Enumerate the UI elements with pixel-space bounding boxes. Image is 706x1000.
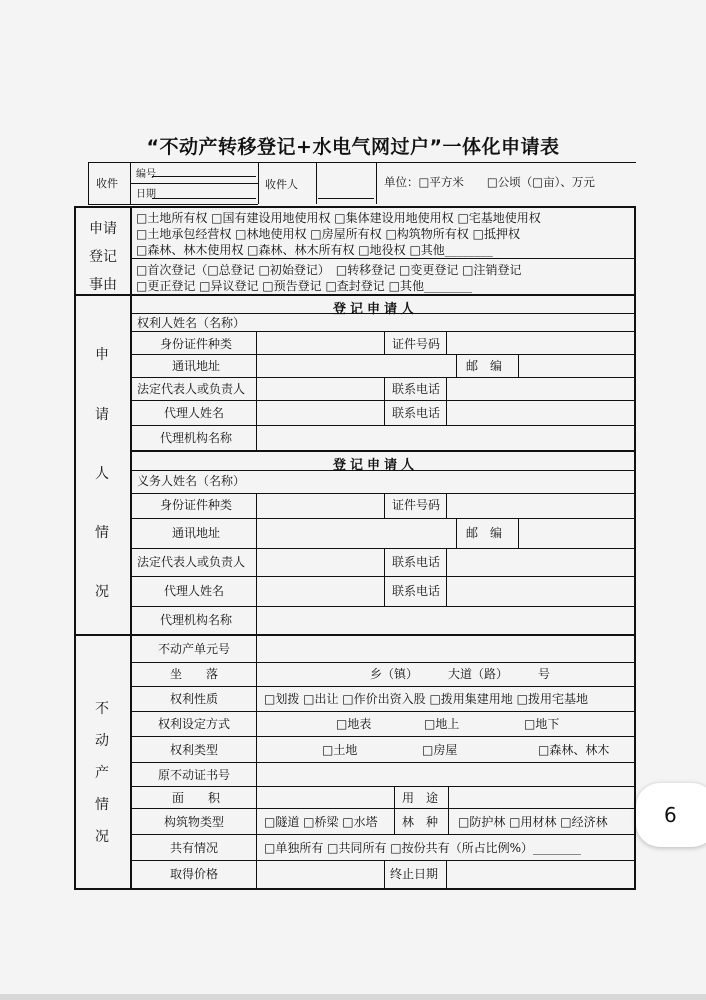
holder-postcode-label: 邮 编 — [466, 359, 503, 373]
holder-phone-label-1: 联系电话 — [392, 382, 441, 396]
type-option-house[interactable]: □房屋 — [422, 743, 458, 757]
shared-options[interactable]: □单独所有 □共同所有 □按份共有（所占比例%）________ — [264, 841, 582, 855]
form-title: “不动产转移登记+水电气网过户”一体化申请表 — [146, 136, 560, 158]
holder-legal-rep-label: 法定代表人或负责人 — [137, 382, 246, 396]
holder-name-label: 权利人姓名（名称） — [137, 316, 246, 330]
page-number: 6 — [664, 803, 677, 827]
registration-type-row1[interactable]: □首次登记（□总登记 □初始登记） □转移登记 □变更登记 □注销登记 — [136, 263, 522, 277]
applicant-label-5: 况 — [95, 584, 109, 600]
end-date-label: 终止日期 — [390, 867, 439, 881]
setup-mode-label: 权利设定方式 — [158, 717, 231, 731]
unit-number-label: 不动产单元号 — [158, 642, 231, 656]
right-nature-label: 权利性质 — [170, 692, 219, 706]
obligor-name-label: 义务人姓名（名称） — [137, 474, 246, 488]
right-nature-options[interactable]: □划拨 □出让 □作价出资入股 □拨用集建用地 □拨用宅基地 — [264, 692, 588, 706]
usage-label: 用 途 — [402, 791, 439, 805]
location-label: 坐 落 — [170, 667, 219, 681]
obligor-id-type-label: 身份证件种类 — [160, 498, 233, 512]
right-type-label: 权利类型 — [170, 743, 219, 757]
area-label: 面 积 — [172, 791, 221, 805]
number-label: 编号 — [136, 169, 156, 180]
property-label-4: 情 — [95, 797, 109, 813]
holder-agency-label: 代理机构名称 — [160, 431, 233, 445]
section-title-holder: 登记申请人 — [333, 302, 419, 317]
property-label-3: 产 — [95, 765, 109, 781]
applicant-label-1: 申 — [95, 347, 109, 363]
bottom-bar — [0, 994, 706, 1000]
type-option-forest[interactable]: □森林、林木 — [538, 743, 610, 757]
obligor-phone-label-2: 联系电话 — [392, 584, 441, 598]
obligor-postcode-label: 邮 编 — [466, 526, 503, 540]
type-option-land[interactable]: □土地 — [322, 743, 358, 757]
registration-label-1: 申请 — [89, 221, 117, 237]
holder-agent-label: 代理人姓名 — [164, 406, 225, 420]
setup-option-below[interactable]: □地下 — [524, 717, 560, 731]
structure-type-label: 构筑物类型 — [164, 815, 225, 829]
rights-options-row2[interactable]: □土地承包经营权 □林地使用权 □房屋所有权 □构筑物所有权 □抵押权 — [136, 227, 520, 241]
section-title-obligor: 登记申请人 — [333, 458, 419, 473]
registration-label-3: 事由 — [89, 277, 117, 293]
obligor-phone-label-1: 联系电话 — [392, 555, 441, 569]
applicant-label-4: 情 — [95, 525, 109, 541]
obligor-address-label: 通讯地址 — [172, 526, 221, 540]
registration-type-row2[interactable]: □更正登记 □异议登记 □预告登记 □查封登记 □其他________ — [136, 279, 472, 293]
holder-address-label: 通讯地址 — [172, 359, 221, 373]
applicant-label-2: 请 — [95, 407, 109, 423]
shared-label: 共有情况 — [170, 841, 219, 855]
obligor-agency-label: 代理机构名称 — [160, 613, 233, 627]
unit-label: 单位：□平方米 □公顷（□亩）、万元 — [384, 175, 595, 189]
rights-options-row1[interactable]: □土地所有权 □国有建设用地使用权 □集体建设用地使用权 □宅基地使用权 — [136, 211, 541, 225]
rights-options-row3[interactable]: □森林、林木使用权 □森林、林木所有权 □地役权 □其他________ — [136, 243, 493, 257]
page-number-badge[interactable] — [636, 783, 706, 847]
tree-type-label: 林 种 — [402, 815, 439, 829]
receiver-label: 收件人 — [265, 178, 298, 191]
obligor-legal-rep-label: 法定代表人或负责人 — [137, 555, 246, 569]
location-value: 乡（镇） 大道（路） 号 — [370, 667, 551, 681]
obligor-id-number-label: 证件号码 — [392, 498, 441, 512]
setup-option-surface[interactable]: □地表 — [336, 717, 372, 731]
applicant-label-3: 人 — [95, 466, 109, 482]
property-label-1: 不 — [95, 701, 109, 717]
obligor-agent-label: 代理人姓名 — [164, 584, 225, 598]
date-label: 日期 — [136, 189, 156, 200]
setup-option-above[interactable]: □地上 — [424, 717, 460, 731]
receipt-label: 收件 — [96, 177, 118, 190]
structure-type-options[interactable]: □隧道 □桥梁 □水塔 — [264, 815, 378, 829]
holder-id-number-label: 证件号码 — [392, 337, 441, 351]
property-label-5: 况 — [95, 829, 109, 845]
registration-label-2: 登记 — [89, 249, 117, 265]
price-label: 取得价格 — [170, 867, 219, 881]
old-cert-label: 原不动证书号 — [158, 768, 231, 782]
tree-type-options[interactable]: □防护林 □用材林 □经济林 — [458, 815, 608, 829]
holder-phone-label-2: 联系电话 — [392, 406, 441, 420]
holder-id-type-label: 身份证件种类 — [160, 337, 233, 351]
property-label-2: 动 — [95, 733, 109, 749]
